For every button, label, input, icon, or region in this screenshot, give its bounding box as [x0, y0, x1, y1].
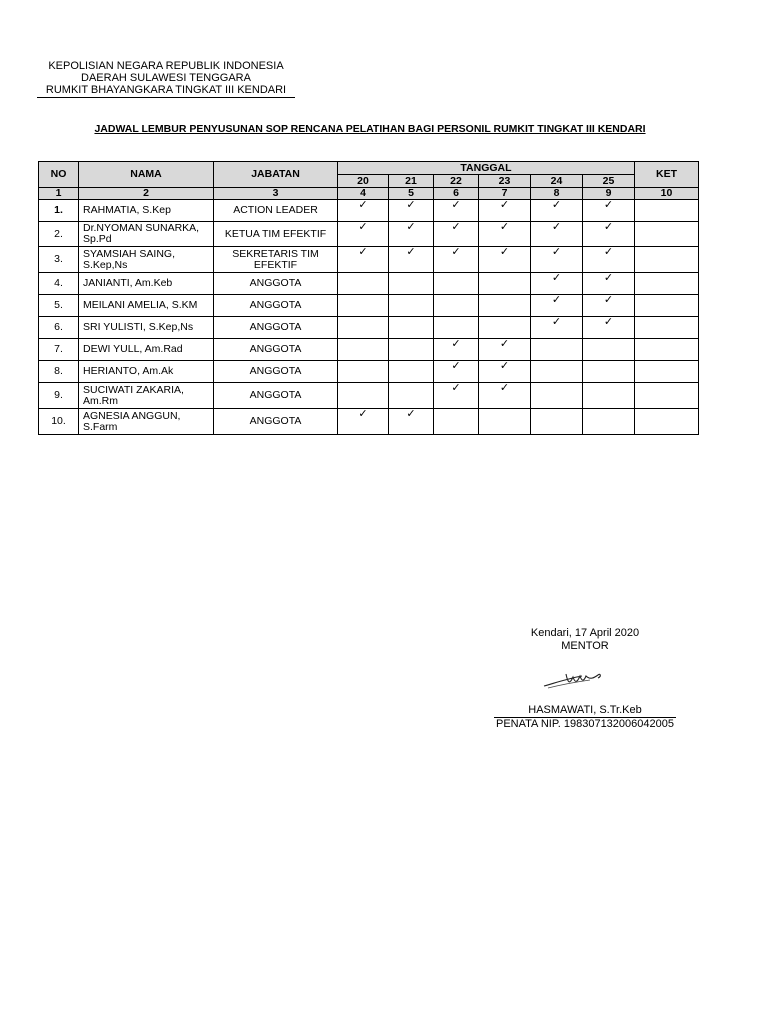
column-number: 8 [531, 188, 583, 200]
check-mark-icon: ✓ [434, 361, 479, 383]
header-date: 23 [479, 175, 531, 188]
check-mark-icon: ✓ [479, 339, 531, 361]
header-tanggal: TANGGAL [338, 162, 635, 175]
row-position: ANGGOTA [214, 317, 338, 339]
check-mark-icon: ✓ [479, 247, 531, 273]
row-number: 6. [39, 317, 79, 339]
table-row [39, 200, 699, 222]
row-ket [635, 317, 699, 339]
table-row [39, 409, 699, 435]
letterhead [37, 60, 295, 98]
row-ket [635, 200, 699, 222]
empty-date-cell [434, 295, 479, 317]
row-ket [635, 247, 699, 273]
check-mark-icon: ✓ [389, 200, 434, 222]
check-mark-icon: ✓ [434, 200, 479, 222]
column-number: 2 [79, 188, 214, 200]
check-mark-icon: ✓ [583, 247, 635, 273]
row-name: HERIANTO, Am.Ak [79, 361, 214, 383]
row-number: 1. [39, 200, 79, 222]
empty-date-cell [583, 383, 635, 409]
check-mark-icon: ✓ [389, 247, 434, 273]
row-number: 3. [39, 247, 79, 273]
row-name: SRI YULISTI, S.Kep,Ns [79, 317, 214, 339]
empty-date-cell [479, 409, 531, 435]
empty-date-cell [338, 317, 389, 339]
header-ket: KET [635, 162, 699, 188]
empty-date-cell [434, 317, 479, 339]
schedule-body [39, 200, 699, 435]
row-name: AGNESIA ANGGUN, S.Farm [79, 409, 214, 435]
check-mark-icon: ✓ [531, 200, 583, 222]
row-ket [635, 295, 699, 317]
empty-date-cell [479, 273, 531, 295]
signatory-name: HASMAWATI, S.Tr.Keb [494, 704, 676, 718]
table-row [39, 222, 699, 247]
column-number: 6 [434, 188, 479, 200]
column-number: 7 [479, 188, 531, 200]
empty-date-cell [338, 295, 389, 317]
row-name: SYAMSIAH SAING, S.Kep,Ns [79, 247, 214, 273]
header-nama: NAMA [79, 162, 214, 188]
check-mark-icon: ✓ [434, 383, 479, 409]
row-number: 5. [39, 295, 79, 317]
check-mark-icon: ✓ [583, 200, 635, 222]
empty-date-cell [389, 317, 434, 339]
row-number: 2. [39, 222, 79, 247]
empty-date-cell [338, 383, 389, 409]
document-title: JADWAL LEMBUR PENYUSUNAN SOP RENCANA PELATIHAN BAGI PERSONIL RUMKIT TINGKAT III KENDARI [94, 123, 646, 135]
row-position: ANGGOTA [214, 361, 338, 383]
check-mark-icon: ✓ [479, 383, 531, 409]
row-ket [635, 222, 699, 247]
check-mark-icon: ✓ [583, 317, 635, 339]
table-row [39, 383, 699, 409]
empty-date-cell [531, 339, 583, 361]
check-mark-icon: ✓ [531, 317, 583, 339]
signatory [494, 704, 676, 731]
check-mark-icon: ✓ [583, 273, 635, 295]
empty-date-cell [583, 339, 635, 361]
row-ket [635, 409, 699, 435]
column-number: 10 [635, 188, 699, 200]
empty-date-cell [583, 409, 635, 435]
empty-date-cell [479, 317, 531, 339]
signature-block [480, 627, 690, 653]
row-position: ANGGOTA [214, 383, 338, 409]
check-mark-icon: ✓ [479, 200, 531, 222]
header-jabatan: JABATAN [214, 162, 338, 188]
empty-date-cell [389, 361, 434, 383]
letterhead-line-1: KEPOLISIAN NEGARA REPUBLIK INDONESIA [48, 60, 284, 72]
row-position: KETUA TIM EFEKTIF [214, 222, 338, 247]
empty-date-cell [338, 273, 389, 295]
empty-date-cell [434, 273, 479, 295]
check-mark-icon: ✓ [338, 222, 389, 247]
check-mark-icon: ✓ [531, 222, 583, 247]
check-mark-icon: ✓ [389, 222, 434, 247]
check-mark-icon: ✓ [479, 361, 531, 383]
empty-date-cell [531, 409, 583, 435]
row-position: ACTION LEADER [214, 200, 338, 222]
signatory-nip: PENATA NIP. 198307132006042005 [496, 718, 674, 730]
table-row [39, 295, 699, 317]
row-name: Dr.NYOMAN SUNARKA, Sp.Pd [79, 222, 214, 247]
check-mark-icon: ✓ [434, 247, 479, 273]
empty-date-cell [531, 361, 583, 383]
row-position: ANGGOTA [214, 409, 338, 435]
row-position: ANGGOTA [214, 295, 338, 317]
document-title-container [0, 123, 740, 135]
empty-date-cell [479, 295, 531, 317]
empty-date-cell [583, 361, 635, 383]
row-name: JANIANTI, Am.Keb [79, 273, 214, 295]
empty-date-cell [389, 273, 434, 295]
empty-date-cell [434, 409, 479, 435]
header-date: 22 [434, 175, 479, 188]
signature-role: MENTOR [561, 640, 609, 652]
header-no: NO [39, 162, 79, 188]
row-name: RAHMATIA, S.Kep [79, 200, 214, 222]
header-date: 21 [389, 175, 434, 188]
empty-date-cell [531, 383, 583, 409]
check-mark-icon: ✓ [434, 339, 479, 361]
column-number: 9 [583, 188, 635, 200]
header-date: 24 [531, 175, 583, 188]
check-mark-icon: ✓ [531, 273, 583, 295]
header-date: 25 [583, 175, 635, 188]
check-mark-icon: ✓ [531, 295, 583, 317]
table-row [39, 361, 699, 383]
column-number: 1 [39, 188, 79, 200]
handwritten-signature-image [540, 664, 610, 692]
empty-date-cell [389, 295, 434, 317]
schedule-table [38, 161, 699, 435]
column-number: 5 [389, 188, 434, 200]
column-number: 4 [338, 188, 389, 200]
row-number: 4. [39, 273, 79, 295]
row-ket [635, 339, 699, 361]
signature-place-date: Kendari, 17 April 2020 [530, 627, 640, 639]
check-mark-icon: ✓ [583, 222, 635, 247]
check-mark-icon: ✓ [531, 247, 583, 273]
check-mark-icon: ✓ [583, 295, 635, 317]
row-ket [635, 273, 699, 295]
row-name: SUCIWATI ZAKARIA, Am.Rm [79, 383, 214, 409]
empty-date-cell [389, 383, 434, 409]
check-mark-icon: ✓ [338, 247, 389, 273]
row-position: SEKRETARIS TIM EFEKTIF [214, 247, 338, 273]
check-mark-icon: ✓ [338, 200, 389, 222]
table-row [39, 273, 699, 295]
row-ket [635, 383, 699, 409]
check-mark-icon: ✓ [389, 409, 434, 435]
table-row [39, 317, 699, 339]
check-mark-icon: ✓ [479, 222, 531, 247]
column-number: 3 [214, 188, 338, 200]
empty-date-cell [338, 339, 389, 361]
row-position: ANGGOTA [214, 339, 338, 361]
row-name: MEILANI AMELIA, S.KM [79, 295, 214, 317]
row-position: ANGGOTA [214, 273, 338, 295]
empty-date-cell [338, 361, 389, 383]
row-number: 10. [39, 409, 79, 435]
row-number: 7. [39, 339, 79, 361]
check-mark-icon: ✓ [434, 222, 479, 247]
empty-date-cell [389, 339, 434, 361]
letterhead-line-3: RUMKIT BHAYANGKARA TINGKAT III KENDARI [37, 84, 295, 98]
check-mark-icon: ✓ [338, 409, 389, 435]
row-number: 9. [39, 383, 79, 409]
row-name: DEWI YULL, Am.Rad [79, 339, 214, 361]
table-row [39, 247, 699, 273]
header-date: 20 [338, 175, 389, 188]
table-row [39, 339, 699, 361]
row-number: 8. [39, 361, 79, 383]
letterhead-line-2: DAERAH SULAWESI TENGGARA [81, 72, 251, 84]
row-ket [635, 361, 699, 383]
